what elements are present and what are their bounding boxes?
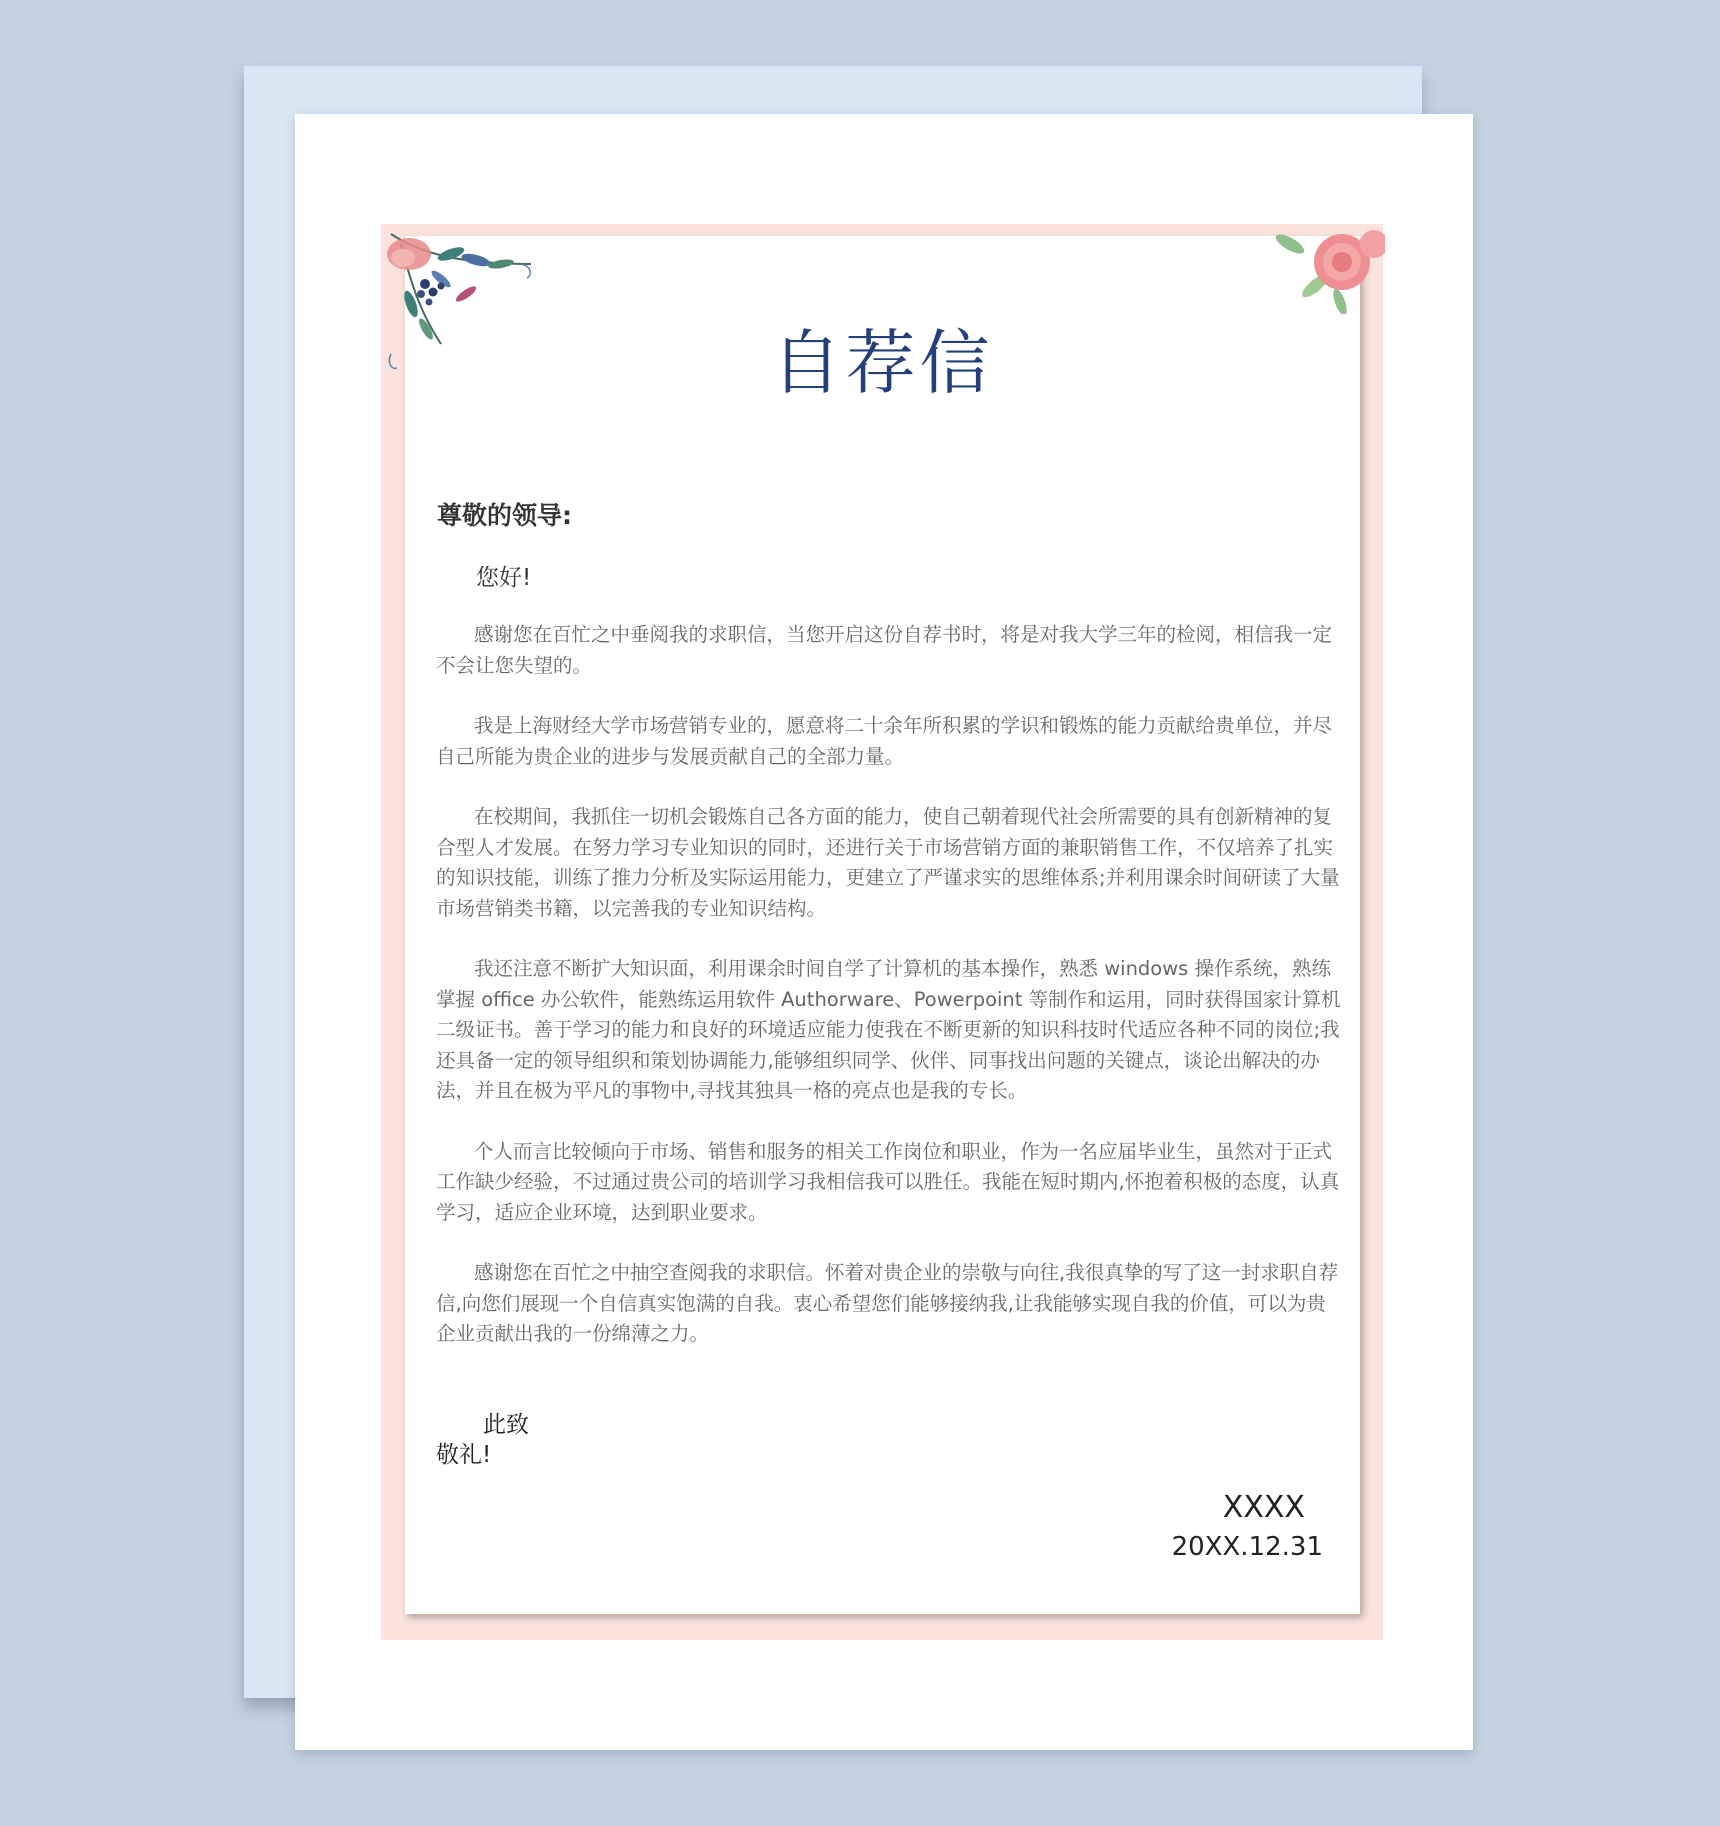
body-paragraph: 我是上海财经大学市场营销专业的，愿意将二十余年所积累的学识和锻炼的能力贡献给贵单位，并尽自己所能为贵企业的进步与发展贡献自己的全部力量。	[436, 714, 1333, 768]
body-paragraph: 个人而言比较倾向于市场、销售和服务的相关工作岗位和职业，作为一名应届毕业生，虽然对于正式工作缺少经验，不过通过贵公司的培训学习我相信我可以胜任。我能在短时期内,怀抱着积极的态度，认真学习，适应企业环境，达到职业要求。	[436, 1139, 1340, 1224]
rose-corner-icon	[1270, 224, 1385, 314]
body-paragraph: 在校期间，我抓住一切机会锻炼自己各方面的能力，使自己朝着现代社会所需要的具有创新精神的复合型人才发展。在努力学习专业知识的同时，还进行关于市场营销方面的兼职销售工作，不仅培养了扎实的知识技能，训练了推力分析及实际运用能力，更建立了严谨求实的思维体系;并利用课余时间研读了大量市场营销类书籍，以完善我的专业知识结构。	[436, 805, 1340, 920]
letter-body	[436, 620, 1344, 1380]
body-paragraph: 我还注意不断扩大知识面，利用课余时间自学了计算机的基本操作，熟悉 windows 操作系统，熟练掌握 office 办公软件，能熟练运用软件 Authorware、Powerpoint 等制作和运用，同时获得国家计算机二级证书。善于学习的能力和良好的环境适应能力使我在不断更新的知识科技时代适应各种不同的岗位;我还具备一定的领导组织和策划协调能力,能够组织同学、伙伴、同事找出问题的关键点，谈论出解决的办法，并且在极为平凡的事物中,寻找其独具一格的亮点也是我的专长。	[436, 957, 1341, 1102]
body-paragraph: 感谢您在百忙之中抽空查阅我的求职信。怀着对贵企业的崇敬与向往,我很真挚的写了这一封求职自荐信,向您们展现一个自信真实饱满的自我。衷心希望您们能够接纳我,让我能够实现自我的价值，可以为贵企业贡献出我的一份绵薄之力。	[436, 1261, 1339, 1345]
salutation: 尊敬的领导:	[437, 501, 572, 530]
body-paragraph: 感谢您在百忙之中垂阅我的求职信，当您开启这份自荐书时，将是对我大学三年的检阅，相信我一定不会让您失望的。	[436, 623, 1333, 677]
closing-line-1: 此致	[483, 1412, 529, 1438]
letter-date: 20XX.12.31	[1171, 1532, 1323, 1562]
sender-name: XXXX	[1222, 1490, 1305, 1525]
letter-title: 自荐信	[771, 322, 994, 404]
greeting: 您好!	[476, 565, 532, 591]
closing-line-2: 敬礼!	[436, 1442, 492, 1468]
